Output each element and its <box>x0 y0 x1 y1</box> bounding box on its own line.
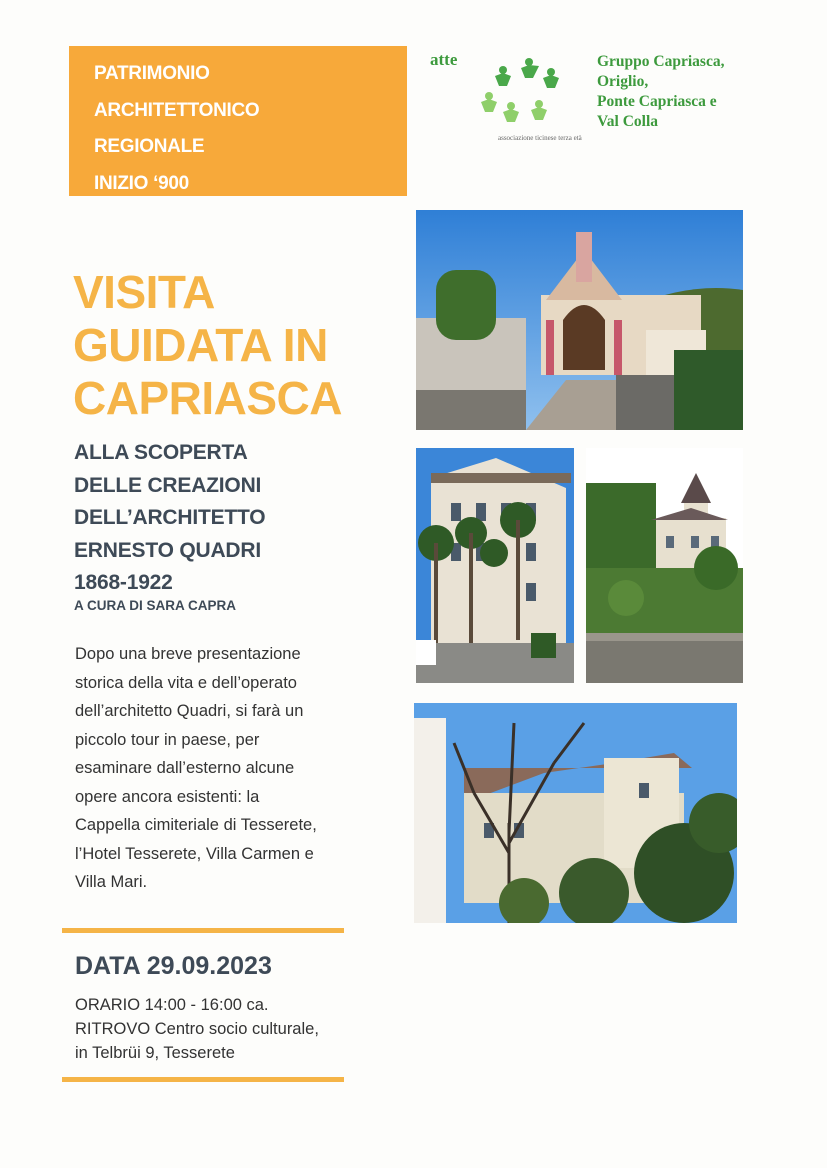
subtitle-line: ERNESTO QUADRI <box>74 538 261 562</box>
description-line: esaminare dall’esterno alcune <box>75 759 295 777</box>
group-line: Ponte Capriasca e <box>597 93 717 110</box>
description-line: Dopo una breve presentazione <box>75 645 301 663</box>
divider-top <box>62 928 344 933</box>
description-line: l’Hotel Tesserete, Villa Carmen e <box>75 844 314 863</box>
description <box>75 640 317 897</box>
subtitle-line: DELL’ARCHITETTO <box>74 506 266 529</box>
event-date: DATA 29.09.2023 <box>75 952 272 980</box>
title-line: GUIDATA IN <box>73 319 328 371</box>
curator-credit: A CURA DI SARA CAPRA <box>74 598 236 613</box>
subtitle-line: DELLE CREAZIONI <box>74 473 262 497</box>
subtitle-line: 1868-1922 <box>74 571 173 594</box>
subtitle-line: ALLA SCOPERTA <box>74 441 248 464</box>
header-banner <box>69 46 407 196</box>
photo-villa-carmen <box>586 448 743 683</box>
event-time: ORARIO 14:00 - 16:00 ca. <box>75 996 269 1014</box>
photo-hotel-tesserete <box>416 448 574 683</box>
page-title <box>73 266 342 425</box>
event-meeting-point: RITROVO Centro socio culturale, <box>75 1020 319 1038</box>
group-line: Gruppo Capriasca, <box>597 53 725 70</box>
event-address: in Telbrüi 9, Tesserete <box>75 1044 235 1062</box>
group-line: Origlio, <box>597 73 649 90</box>
description-line: dell’architetto Quadri, si farà un <box>75 702 304 720</box>
subtitle <box>74 437 265 600</box>
banner-line: REGIONALE <box>94 136 205 157</box>
event-info <box>75 993 319 1065</box>
photo-villa-mari <box>414 703 737 923</box>
divider-bottom <box>62 1077 344 1082</box>
photo-cemetery-chapel <box>416 210 743 430</box>
title-line: CAPRIASCA <box>73 372 342 424</box>
banner-line: ARCHITETTONICO <box>94 99 260 121</box>
people-ring-icon <box>425 48 585 148</box>
description-line: piccolo tour in paese, per <box>75 730 260 749</box>
description-line: Cappella cimiteriale di Tesserete, <box>75 816 317 834</box>
group-name <box>597 52 724 132</box>
logo-ring-text: associazione ticinese terza età <box>498 134 582 142</box>
group-line: Val Colla <box>597 113 659 130</box>
description-line: storica della vita e dell’operato <box>75 673 297 692</box>
banner-line: INIZIO ‘900 <box>94 172 189 194</box>
title-line: VISITA <box>73 266 215 318</box>
description-line: Villa Mari. <box>75 873 148 891</box>
description-line: opere ancora esistenti: la <box>75 787 260 806</box>
banner-line: PATRIMONIO <box>94 63 210 84</box>
logo-name: atte <box>430 50 458 69</box>
